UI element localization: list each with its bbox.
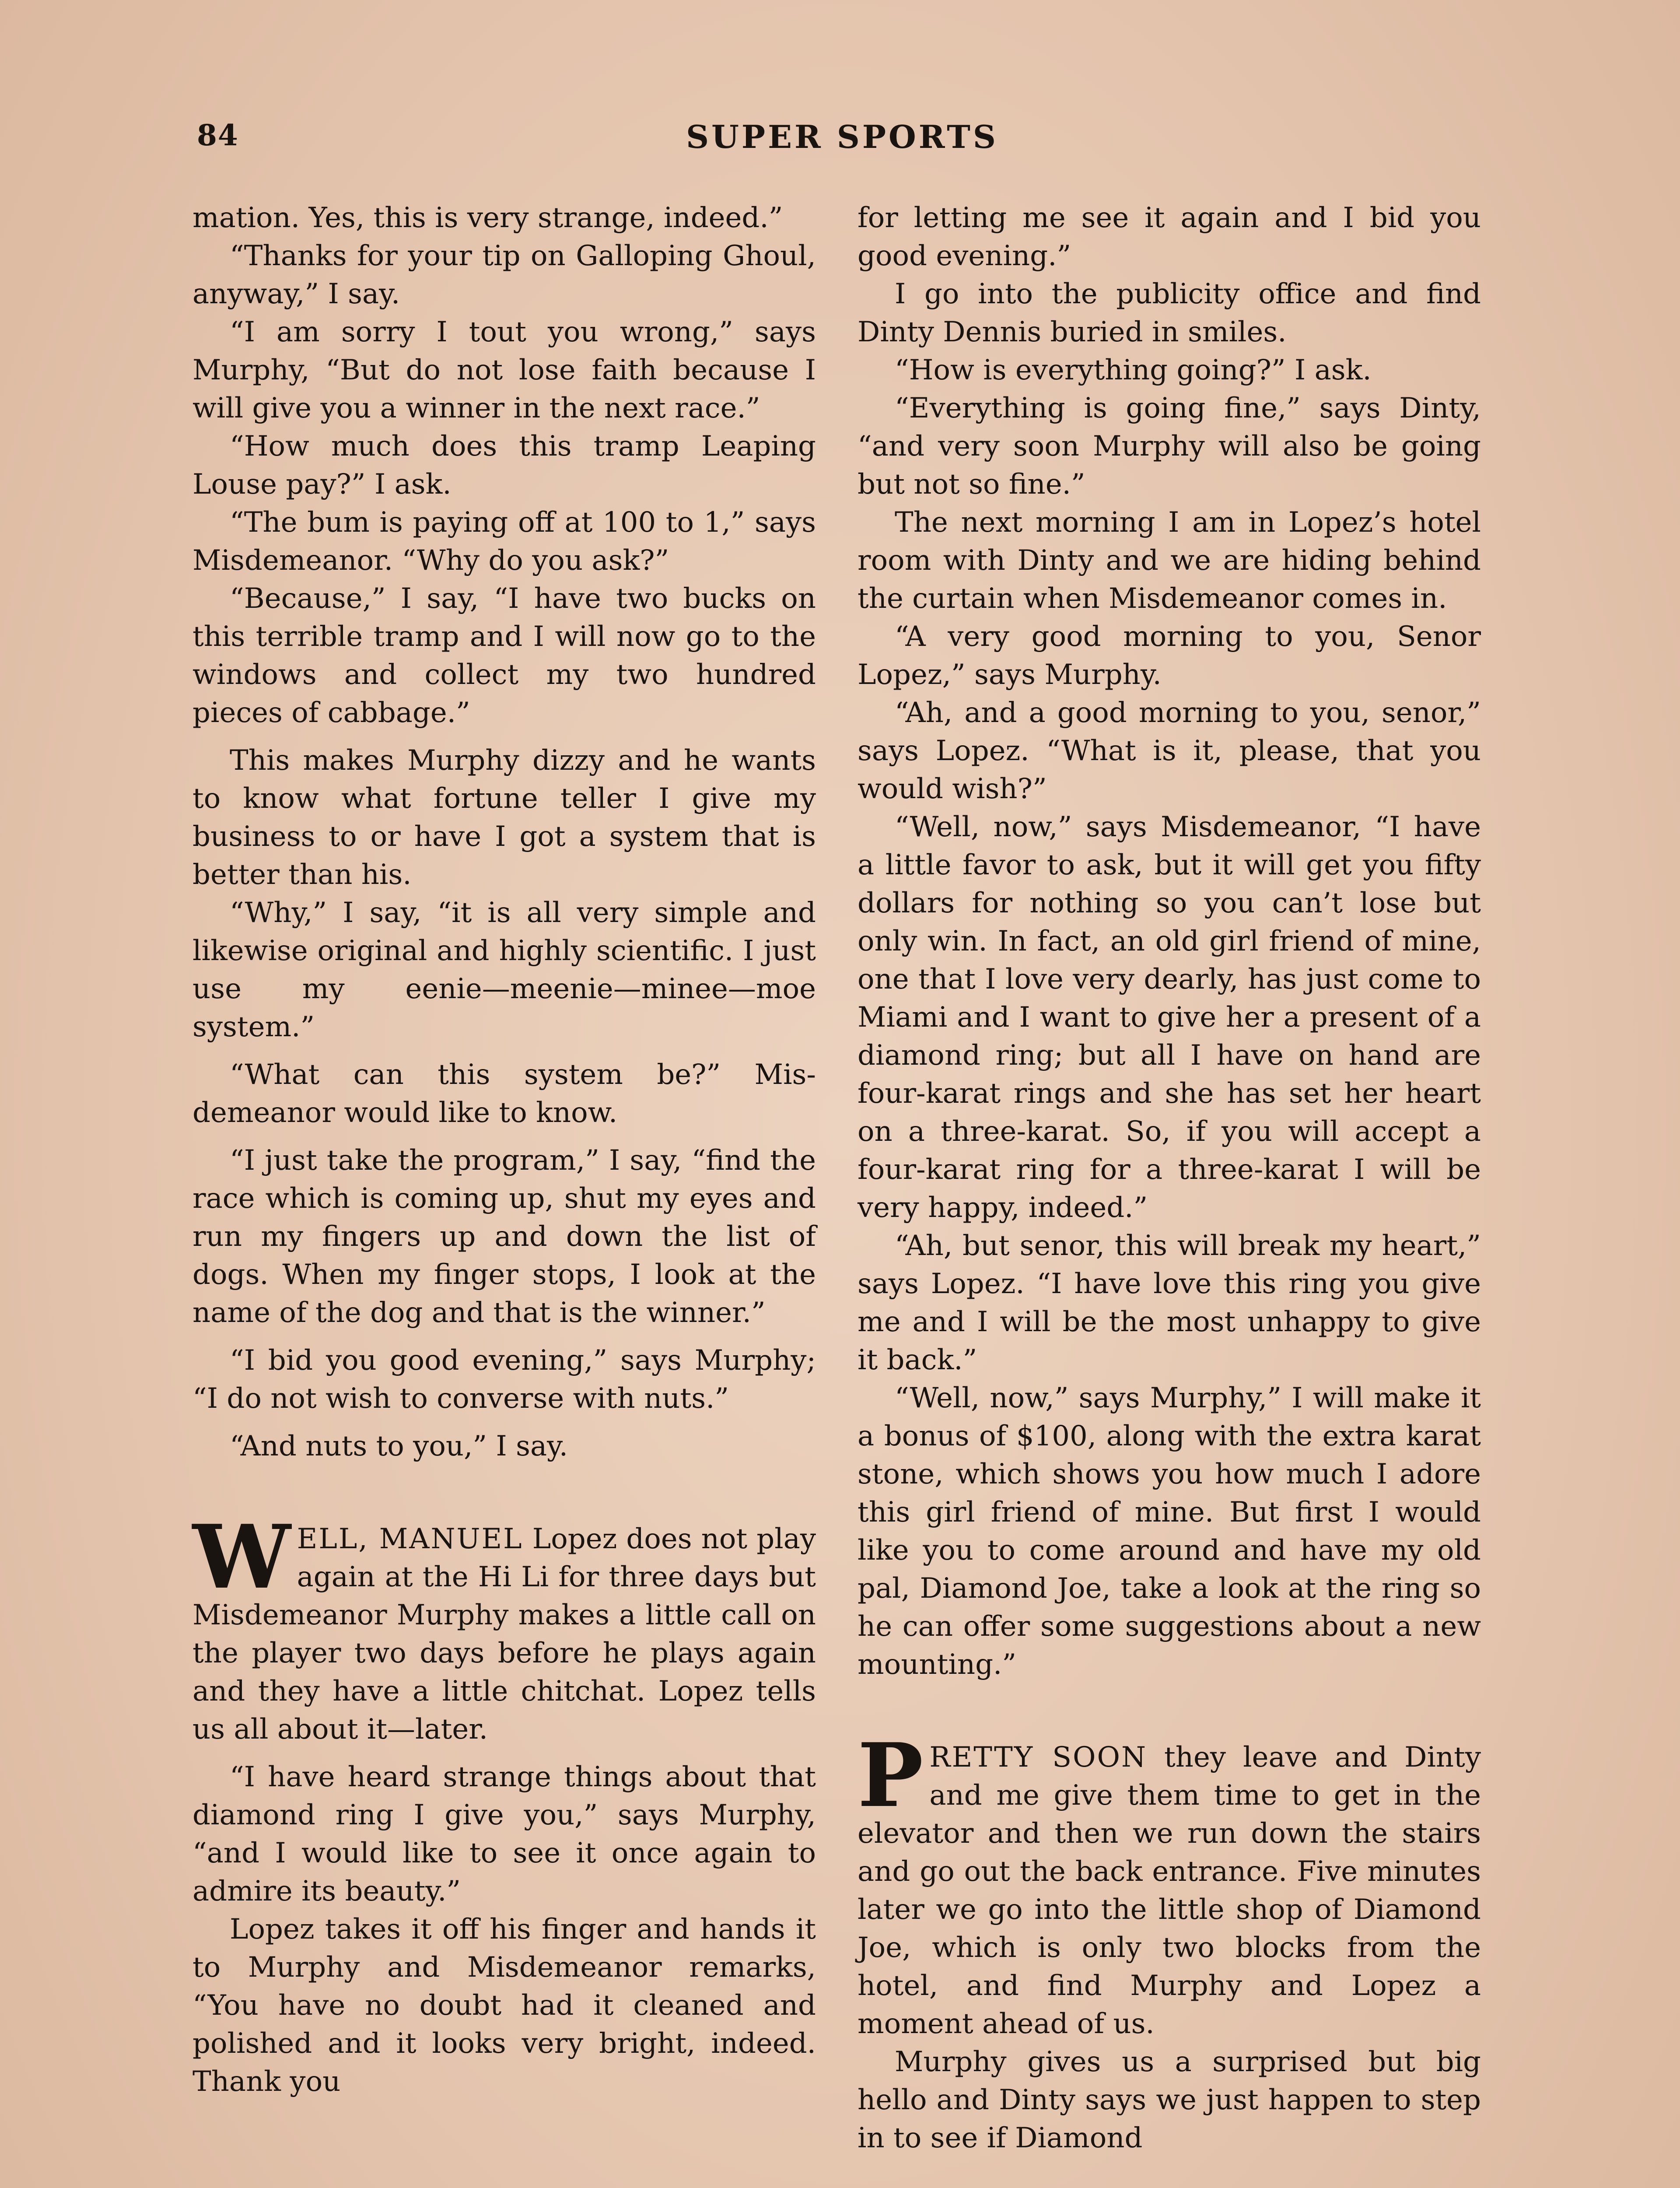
- paragraph: “How much does this tramp Leaping Louse pay?” I ask.: [192, 430, 816, 501]
- paragraph: This makes Murphy dizzy and he wants to know what fortune teller I give my business to or have I got a system that is better than his.: [192, 744, 816, 891]
- section-lead-text: Lopez does not play again at the Hi Li for three days but Misdemeanor Murphy makes a little call on the player two days before he plays again and they have a little chitchat. Lopez tells us all about it—later.: [192, 1523, 816, 1746]
- paragraph: “How is everything going?” I ask.: [895, 354, 1372, 386]
- drop-cap: P: [858, 1724, 924, 1827]
- paragraph: Murphy gives us a surprised but big hello and Dinty says we just happen to step in to see if Diamond: [858, 2046, 1481, 2154]
- paragraph: “Thanks for your tip on Galloping Ghoul, anyway,” I say.: [192, 240, 816, 310]
- paragraph: mation. Yes, this is very strange, indeed.”: [192, 202, 783, 234]
- left-column: [192, 199, 816, 2101]
- section-lead-paragraph: [192, 1506, 816, 1749]
- paragraph: “I just take the program,” I say, “find the race which is coming up, shut my eyes and run my fingers up and down the list of dogs. When my finger stops, I look at the name of the dog and that is the winner.”: [192, 1144, 816, 1329]
- paragraph: “Well, now,” says Misdemeanor, “I have a little favor to ask, but it will get you fifty dollars for nothing so you can’t lose but only win. In fact, an old girl friend of mine, one that I love very dearly, has just come to Miami and I want to give her a present of a diamond ring; but all I have on hand are four-karat rings and she has set her heart on a three-karat. So, if you will accept a four-karat ring for a three-karat I will be very happy, indeed.”: [858, 811, 1481, 1224]
- paragraph: for letting me see it again and I bid you good evening.”: [858, 202, 1481, 272]
- section-lead-words: RETTY SOON: [929, 1741, 1147, 1774]
- right-column: [858, 199, 1481, 2157]
- paragraph: “The bum is paying off at 100 to 1,” says Misdemeanor. “Why do you ask?”: [192, 506, 816, 577]
- section-start: [192, 1506, 816, 1749]
- section-start: [858, 1724, 1481, 2043]
- paragraph: “I bid you good evening,” says Murphy; “I do not wish to converse with nuts.”: [192, 1344, 816, 1415]
- paragraph: “A very good morning to you, Senor Lopez,” says Murphy.: [858, 621, 1481, 691]
- paragraph: “I have heard strange things about that diamond ring I give you,” says Murphy, “and I would like to see it once again to admire its beauty.”: [192, 1761, 816, 1907]
- page-header: [197, 118, 1488, 166]
- paragraph: “I am sorry I tout you wrong,” says Murphy, “But do not lose faith because I will give you a winner in the next race.”: [192, 316, 816, 424]
- paragraph: “Ah, but senor, this will break my heart,” says Lopez. “I have love this ring you give me and I will be the most unhappy to give it back.”: [858, 1230, 1481, 1376]
- section-lead-words: ELL, MANUEL: [297, 1523, 523, 1555]
- section-lead-text: they leave and Dinty and me give them time to get in the elevator and then we run down the stairs and go out the back entrance. Five minutes later we go into the little shop of Diamond Joe, which is only two blocks from the hotel, and find Murphy and Lopez a moment ahead of us.: [858, 1741, 1481, 2040]
- paragraph: “And nuts to you,” I say.: [230, 1430, 568, 1462]
- paragraph: I go into the publicity office and find Dinty Dennis buried in smiles.: [858, 278, 1481, 348]
- page-number: 84: [197, 118, 239, 152]
- paragraph: Lopez takes it off his finger and hands it to Murphy and Misdemeanor remarks, “You have no doubt had it cleaned and polished and it looks very bright, indeed. Thank you: [192, 1913, 816, 2098]
- paragraph: “Everything is going fine,” says Dinty, “and very soon Murphy will also be going but not so fine.”: [858, 392, 1481, 501]
- paragraph: “Ah, and a good morning to you, senor,” says Lopez. “What is it, please, that you would wish?”: [858, 697, 1481, 805]
- drop-cap: W: [192, 1506, 291, 1609]
- paragraph: “Because,” I say, “I have two bucks on this terrible tramp and I will now go to the windows and collect my two hundred pieces of cabbage.”: [192, 582, 816, 729]
- paragraph: The next morning I am in Lopez’s hotel room with Dinty and we are hiding behind the curtain when Misdemeanor comes in.: [858, 506, 1481, 615]
- paragraph: “Why,” I say, “it is all very simple and likewise original and highly scientific. I just use my eenie—meenie—minee—moe system.”: [192, 897, 816, 1043]
- paragraph: “What can this system be?” Misdemeanor would like to know.: [192, 1059, 816, 1129]
- running-title: SUPER SPORTS: [686, 118, 998, 155]
- section-lead-paragraph: [858, 1724, 1481, 2043]
- paragraph: “Well, now,” says Murphy,” I will make it a bonus of $100, along with the extra karat stone, which shows you how much I adore this girl friend of mine. But first I would like you to come around and have my old pal, Diamond Joe, take a look at the ring so he can offer some suggestions about a new mounting.”: [858, 1382, 1481, 1681]
